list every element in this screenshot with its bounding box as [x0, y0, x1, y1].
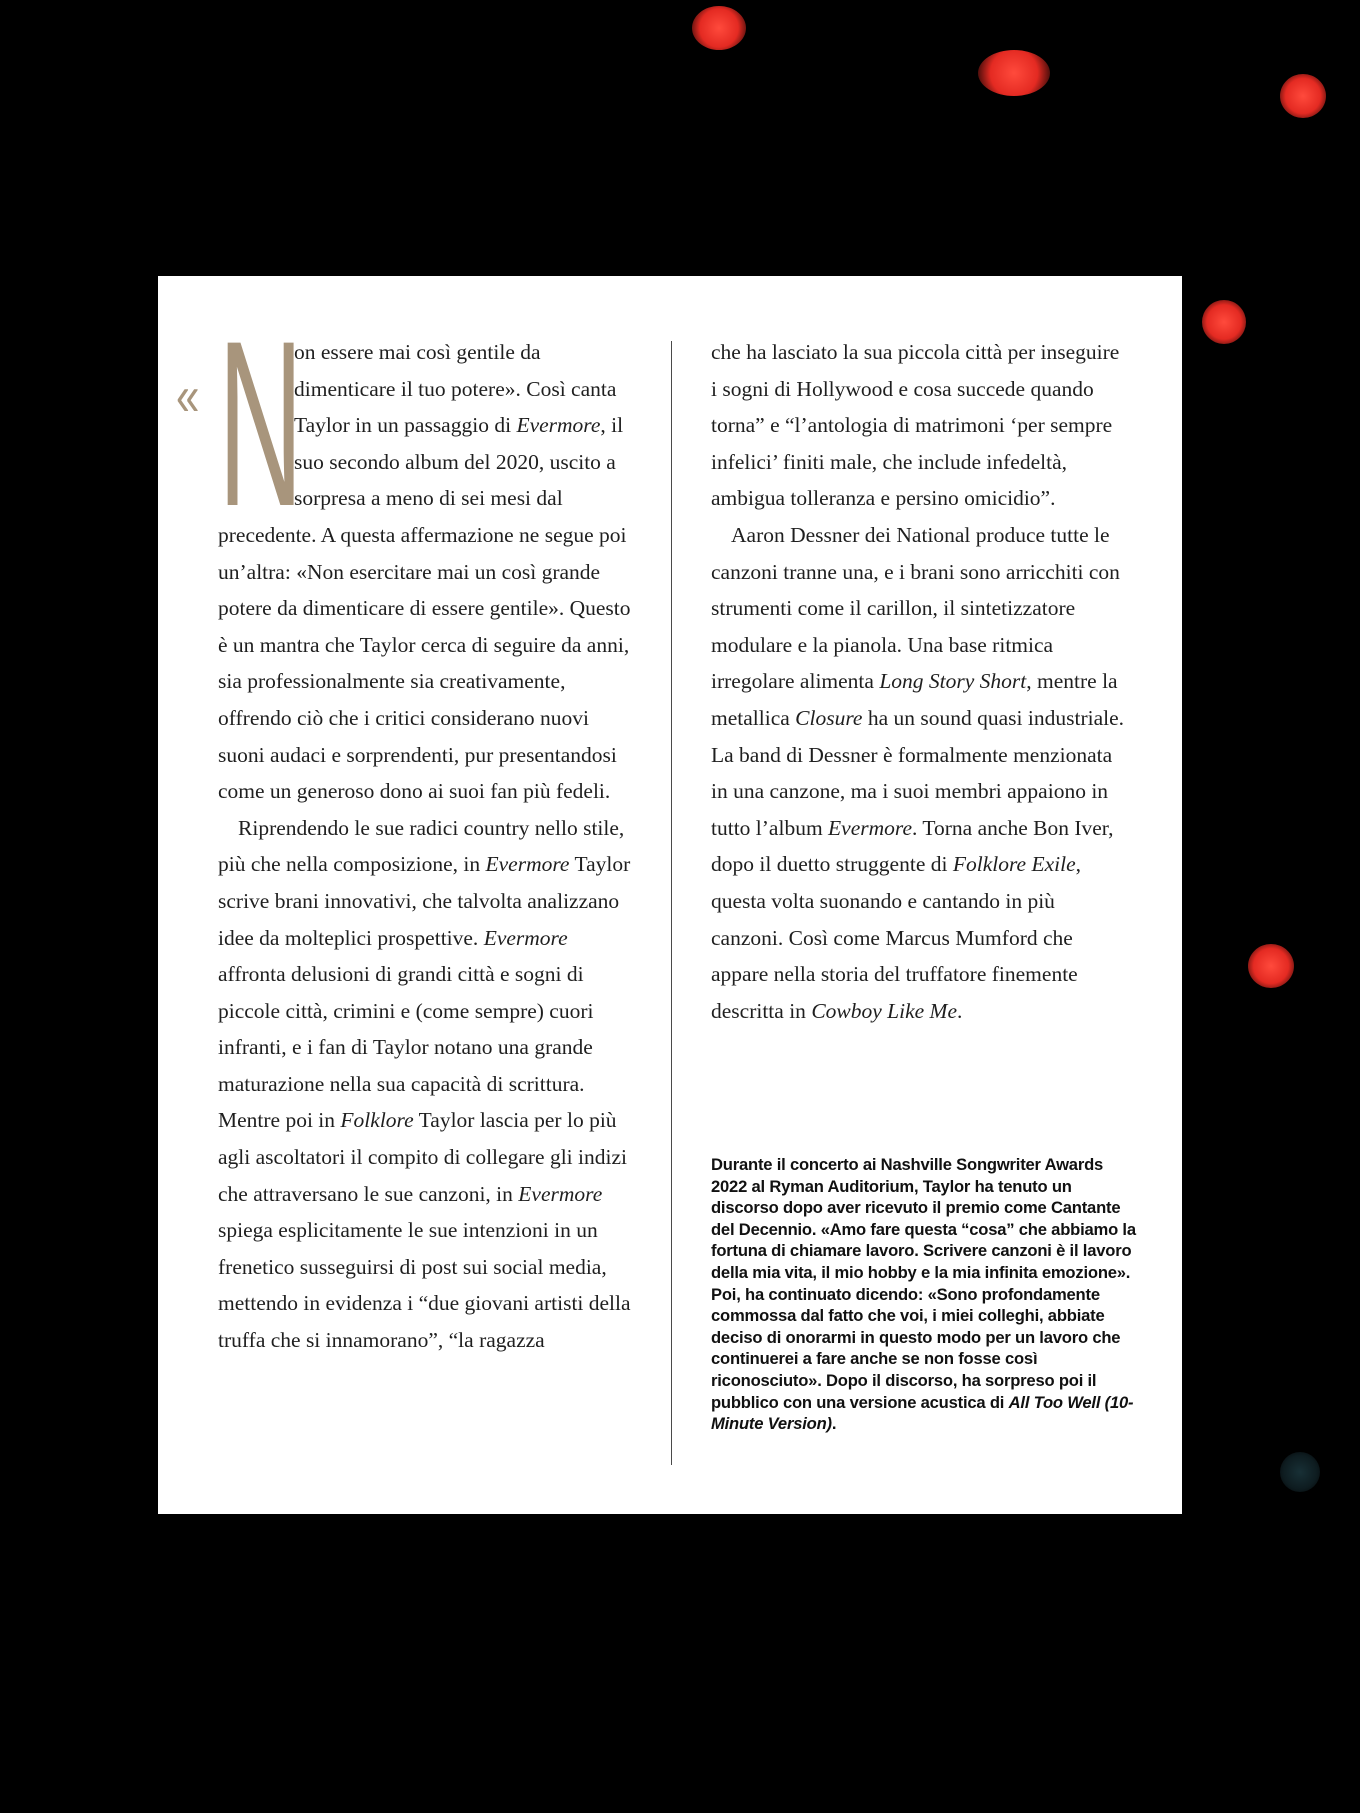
drop-cap: N — [218, 292, 304, 556]
album-title: Evermore — [485, 852, 570, 877]
column-divider — [671, 341, 672, 1465]
right-column — [711, 334, 1129, 1029]
bokeh-light — [692, 6, 746, 50]
album-title: Evermore — [483, 925, 568, 950]
paragraph: Aaron Dessner dei National produce tutte le canzoni tranne una, e i brani sono arricchiti con strumenti come il carillon, il sintetizzatore modulare e la pianola. Una base ritmica irregolare alimenta Long Story Short, mentre la metallica Closure ha un sound quasi industriale. La band di Dessner è formalmente menzionata in una canzone, ma i suoi membri appaiono in tutto l’album Evermore. Torna anche Bon Iver, dopo il duetto struggente di Folklore Exile, questa volta suonando e cantando in più canzoni. Così come Marcus Mumford che appare nella storia del truffatore finemente descritta in Cowboy Like Me. — [711, 522, 1125, 1023]
paragraph: che ha lasciato la sua piccola città per inseguire i sogni di Hollywood e cosa succede quando torna” e “l’antologia di matrimoni ‘per sempre infelici’ finiti male, che include infedeltà, ambigua tolleranza e persino omicidio”. — [711, 340, 1120, 511]
song-title: Closure — [795, 705, 863, 730]
left-column — [218, 292, 636, 1359]
photo-caption: Durante il concerto ai Nashville Songwriter Awards 2022 al Ryman Auditorium, Taylor ha tenuto un discorso dopo aver ricevuto il premio come Cantante del Decennio. «Amo fare questa “cosa” che abbiamo la fortuna di chiamare lavoro. Scrivere canzoni è il lavoro della mia vita, il mio hobby e la mia infinita emozione». Poi, ha continuato dicendo: «Sono profondamente commossa dal fatto che voi, i miei colleghi, abbiate deciso di onorarmi in questo modo per un lavoro che continuerei a fare anche se non fosse così riconosciuto». Dopo il discorso, ha sorpreso poi il pubblico con una versione acustica di All Too Well (10-Minute Version). — [711, 1155, 1136, 1434]
song-title: Cowboy Like Me — [811, 998, 958, 1023]
song-title: Folklore Exile — [952, 852, 1076, 877]
album-title: Evermore — [518, 1181, 603, 1206]
bokeh-light — [1280, 74, 1326, 118]
paragraph: Riprendendo le sue radici country nello stile, più che nella composizione, in Evermore Taylor scrive brani innovativi, che talvolta analizzano idee da molteplici prospettive. Evermore affronta delusioni di grandi città e sogni di piccole città, crimini e (come sempre) cuori infranti, e i fan di Taylor notano una grande maturazione nella sua capacità di scrittura. Mentre poi in Folklore Taylor lascia per lo più agli ascoltatori il compito di collegare gli indizi che attraversano le sue canzoni, in Evermore spiega esplicitamente le sue intenzioni in un frenetico susseguirsi di post sui social media, mettendo in evidenza i “due giovani artisti della truffa che si innamorano”, “la ragazza — [218, 815, 631, 1353]
paragraph: N on essere mai così gentile da dimenticare il tuo potere». Così canta Taylor in un passaggio di Evermore, il suo secondo album del 2020, uscito a sorpresa a meno di sei mesi dal precedente. A questa affermazione ne segue poi un’altra: «Non esercitare mai un così grande potere da dimenticare di essere gentile». Questo è un mantra che Taylor cerca di seguire da anni, sia professionalmente sia creativamente, offrendo ciò che i critici considerano nuovi suoni audaci e sorprendenti, pur presentandosi come un generoso dono ai suoi fan più fedeli. — [218, 292, 631, 804]
article-page — [158, 276, 1182, 1514]
album-title: Evermore — [828, 815, 913, 840]
bokeh-light — [978, 50, 1050, 96]
album-title: Folklore — [340, 1108, 414, 1133]
opening-quote-mark: « — [176, 364, 200, 427]
song-title: All Too Well (10-Minute Version) — [711, 1392, 1134, 1434]
song-title: Long Story Short — [879, 669, 1027, 694]
bokeh-light — [1280, 1452, 1320, 1492]
album-title: Evermore — [516, 413, 601, 438]
bokeh-light — [1248, 944, 1294, 988]
bokeh-light — [1202, 300, 1246, 344]
